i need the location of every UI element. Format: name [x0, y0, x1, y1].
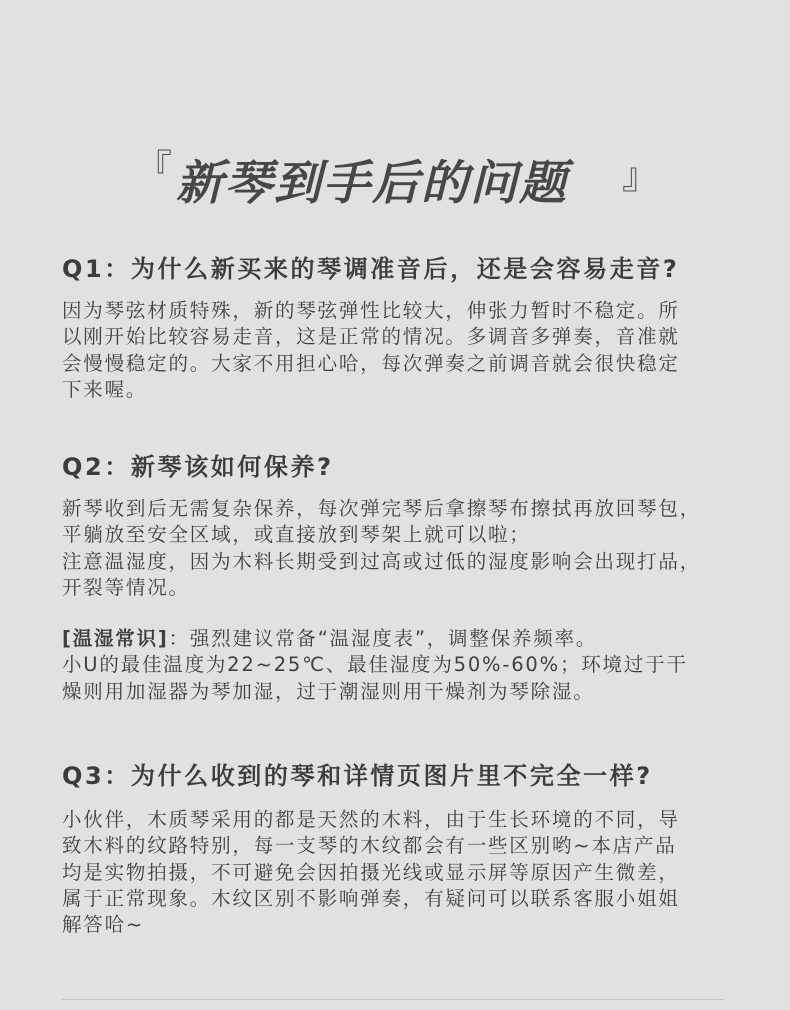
- q1-answer-line: 会慢慢稳定的。大家不用担心哈，每次弹奏之前调音就会很快稳定: [62, 351, 680, 375]
- q3-answer-line: 均是实物拍摄，不可避免会因拍摄光线或显示屏等原因产生微差，: [62, 860, 680, 884]
- tip-line: 小U的最佳温度为22~25℃、最佳湿度为50%-60%；环境过于干: [62, 653, 688, 677]
- q2-answer: [62, 496, 728, 601]
- q3-answer-line: 解答哈~: [62, 913, 145, 937]
- q1-answer-line: 以刚开始比较容易走音，这是正常的情况。多调音多弹奏，音准就: [62, 325, 680, 349]
- q3-answer: [62, 807, 728, 938]
- tip-label: [温湿常识]: [62, 627, 169, 650]
- tip-first-line: [62, 626, 728, 652]
- q1-answer: [62, 298, 728, 403]
- q2-answer-line: 开裂等情况。: [62, 575, 190, 599]
- tip-line: 燥则用加湿器为琴加湿，过于潮湿则用干燥剂为琴除湿。: [62, 679, 595, 703]
- tip-text: ：强烈建议常备“温湿度表”，调整保养频率。: [168, 627, 598, 650]
- q1-question: Q1：为什么新买来的琴调准音后，还是会容易走音?: [62, 255, 680, 283]
- q3-question: Q3：为什么收到的琴和详情页图片里不完全一样?: [62, 762, 653, 790]
- q2-answer-line: 平躺放至安全区域，或直接放到琴架上就可以啦；: [62, 523, 531, 547]
- page-title: 新琴到手后的问题: [176, 156, 568, 211]
- right-corner-bracket: 』: [622, 156, 659, 197]
- q2-question: Q2：新琴该如何保养?: [62, 453, 334, 481]
- bottom-divider: [62, 999, 724, 1000]
- q3-answer-line: 致木料的纹路特别，每一支琴的木纹都会有一些区别哟~本店产品: [62, 834, 677, 858]
- left-corner-bracket: 『: [136, 148, 173, 189]
- q2-answer-line: 注意温湿度，因为木料长期受到过高或过低的湿度影响会出现打品，: [62, 549, 702, 573]
- q2-tip: [62, 626, 728, 705]
- page-header: [0, 138, 790, 218]
- q3-answer-line: 属于正常现象。木纹区别不影响弹奏，有疑问可以联系客服小姐姐: [62, 886, 680, 910]
- q3-answer-line: 小伙伴，木质琴采用的都是天然的木料，由于生长环境的不同，导: [62, 808, 680, 831]
- q2-answer-line: 新琴收到后无需复杂保养，每次弹完琴后拿擦琴布擦拭再放回琴包，: [62, 497, 702, 520]
- q1-answer-line: 下来喔。: [62, 377, 148, 401]
- q1-answer-line: 因为琴弦材质特殊，新的琴弦弹性比较大，伸张力暂时不稳定。所: [62, 299, 680, 322]
